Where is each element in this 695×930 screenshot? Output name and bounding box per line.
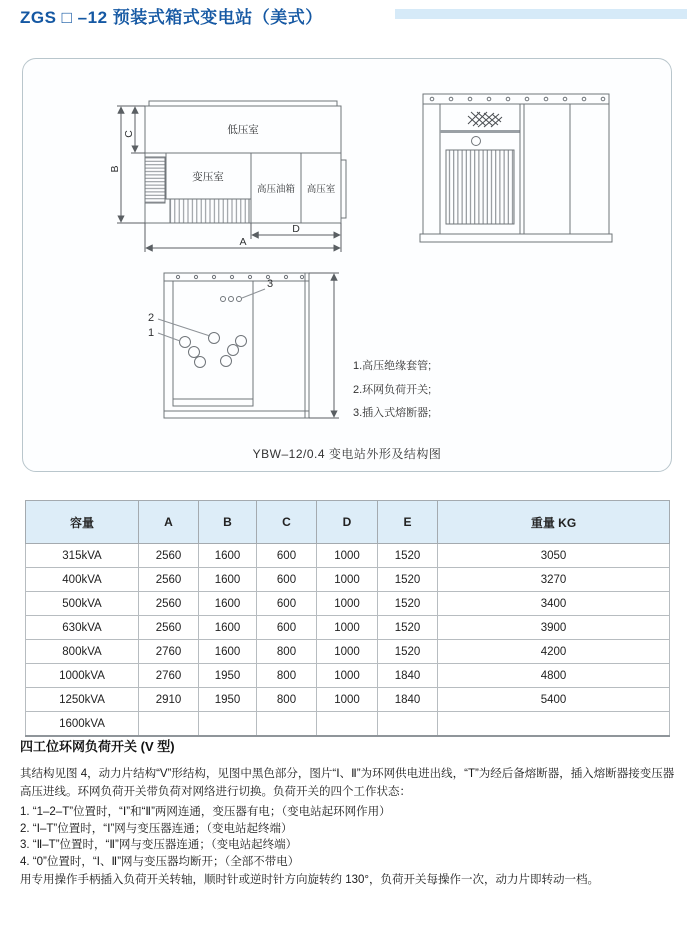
table-row xyxy=(26,640,670,664)
legend-item: 2.环网负荷开关; xyxy=(353,383,432,396)
table-cell: 5400 xyxy=(438,688,670,712)
page-title: ZGS □ –12 预装式箱式变电站（美式） xyxy=(20,8,323,27)
table-cell: 2910 xyxy=(139,688,199,712)
table-cell: 1520 xyxy=(378,592,438,616)
table-header-row xyxy=(26,501,670,544)
table-cell: 600 xyxy=(257,544,317,568)
title-accent-bar xyxy=(395,9,687,19)
structure-roof-bolts xyxy=(176,275,303,278)
table-cell: 1000 xyxy=(317,616,378,640)
section-footer: 用专用操作手柄插入负荷开关转轴，顺时针或逆时针方向旋转约 130°，负荷开关每操作一次，动力片即转动一档。 xyxy=(20,874,599,886)
dimensions-table xyxy=(25,500,670,737)
table-cell: 2560 xyxy=(139,616,199,640)
table-cell: 4200 xyxy=(438,640,670,664)
column-header: C xyxy=(257,501,317,544)
front-louver-door xyxy=(446,150,514,224)
table-cell: 1600 xyxy=(199,568,257,592)
operation-state-item: 4. “0”位置时，“Ⅰ、Ⅱ”网与变压器均断开；（全部不带电） xyxy=(20,855,300,868)
structure-callout-labels xyxy=(148,278,273,339)
table-cell: 4800 xyxy=(438,664,670,688)
callout-1-label: 1 xyxy=(147,327,155,339)
plan-roof xyxy=(149,101,337,106)
table-row xyxy=(26,712,670,737)
dim-d-label: D xyxy=(292,223,300,235)
table-row xyxy=(26,616,670,640)
plan-side-vent xyxy=(145,157,165,203)
table-cell: 1950 xyxy=(199,688,257,712)
column-header: D xyxy=(317,501,378,544)
column-header: A xyxy=(139,501,199,544)
figure-legend xyxy=(353,355,431,426)
plan-bottom-vent xyxy=(170,199,249,223)
structure-dimension xyxy=(309,273,339,418)
table-cell: 1840 xyxy=(378,664,438,688)
table-cell: 1000 xyxy=(317,640,378,664)
front-base xyxy=(420,234,612,242)
table-cell: 1600 xyxy=(199,616,257,640)
table-cell: 600 xyxy=(257,592,317,616)
table-cell: 1520 xyxy=(378,544,438,568)
operation-state-item: 3. “Ⅱ–T”位置时，“Ⅱ”网与变压器连通；（变电站起终端） xyxy=(20,839,298,851)
table-row xyxy=(26,664,670,688)
table-cell: 800 xyxy=(257,640,317,664)
table-cell: 500kVA xyxy=(26,592,139,616)
table-cell: 3400 xyxy=(438,592,670,616)
column-header: 容量 xyxy=(26,501,139,544)
table-cell: 600 xyxy=(257,568,317,592)
callout-2-label: 2 xyxy=(147,312,155,324)
table-cell xyxy=(438,712,670,737)
switch-description-section xyxy=(20,736,678,889)
table-row xyxy=(26,688,670,712)
table-cell: 1520 xyxy=(378,616,438,640)
table-cell: 1000 xyxy=(317,664,378,688)
room-label-transformer: 变压室 xyxy=(192,171,224,183)
room-label-hv-oil-tank: 高压油箱 xyxy=(256,184,296,195)
table-cell: 2560 xyxy=(139,568,199,592)
table-cell: 2560 xyxy=(139,592,199,616)
table-cell: 1000 xyxy=(317,592,378,616)
operation-state-item: 1. “1–2–T”位置时，“Ⅰ”和“Ⅱ”两网连通，变压器有电；（变电站起环网作用） xyxy=(20,806,391,818)
table-cell xyxy=(257,712,317,737)
operation-states-list xyxy=(20,804,678,870)
table-cell: 1520 xyxy=(378,640,438,664)
table-cell xyxy=(317,712,378,737)
table-cell: 800 xyxy=(257,664,317,688)
table-row xyxy=(26,592,670,616)
front-view-drawing xyxy=(418,86,618,246)
fuse-ports xyxy=(221,297,242,302)
column-header: B xyxy=(199,501,257,544)
table-cell: 800kVA xyxy=(26,640,139,664)
table-body xyxy=(26,544,670,737)
table-cell: 3270 xyxy=(438,568,670,592)
table-cell: 1600 xyxy=(199,592,257,616)
table-cell: 2760 xyxy=(139,640,199,664)
table-cell: 1000 xyxy=(317,544,378,568)
table-cell: 1250kVA xyxy=(26,688,139,712)
plan-labels xyxy=(109,123,336,248)
table-cell: 600 xyxy=(257,616,317,640)
table-cell: 1520 xyxy=(378,568,438,592)
dim-b-label: B xyxy=(109,165,121,173)
plan-right-protrusion xyxy=(341,160,346,218)
legend-item: 3.插入式熔断器; xyxy=(353,407,432,419)
table-cell: 315kVA xyxy=(26,544,139,568)
room-label-low-voltage: 低压室 xyxy=(227,124,259,136)
section-intro: 其结构见图 4，动力片结构“V”形结构，见图中黑色部分，图片“Ⅰ、Ⅱ”为环网供电进出线，“T”为经后备熔断器，插入熔断器接变压器高压进线。环网负荷开关带负荷对网络进行切换。负荷开关的四个工作状态： xyxy=(20,768,675,798)
legend-item: 1.高压绝缘套管; xyxy=(353,360,432,372)
room-label-hv-room: 高压室 xyxy=(306,184,336,195)
plan-outline xyxy=(145,101,346,223)
table-cell xyxy=(139,712,199,737)
table-cell: 1000 xyxy=(317,568,378,592)
table-cell: 1950 xyxy=(199,664,257,688)
table-cell: 1600kVA xyxy=(26,712,139,737)
dim-a-label: A xyxy=(239,236,247,248)
table-cell: 1600 xyxy=(199,640,257,664)
structure-view-drawing xyxy=(134,263,364,428)
front-lock-handle xyxy=(472,137,481,146)
table-cell: 800 xyxy=(257,688,317,712)
section-heading: 四工位环网负荷开关 (V 型) xyxy=(20,739,175,754)
table-row xyxy=(26,544,670,568)
table-cell: 3050 xyxy=(438,544,670,568)
table-cell xyxy=(378,712,438,737)
table-cell xyxy=(199,712,257,737)
table-cell: 400kVA xyxy=(26,568,139,592)
table-cell: 3900 xyxy=(438,616,670,640)
table-cell: 1600 xyxy=(199,544,257,568)
front-band xyxy=(440,130,520,133)
dim-c-label: C xyxy=(123,130,135,138)
figure-panel xyxy=(22,58,672,472)
table-row xyxy=(26,568,670,592)
column-header: E xyxy=(378,501,438,544)
operation-state-item: 2. “Ⅰ–T”位置时，“Ⅰ”网与变压器连通；（变电站起终端） xyxy=(20,822,293,835)
front-roof-bolts xyxy=(430,97,605,101)
plan-view-drawing xyxy=(111,95,351,255)
figure-caption: YBW–12/0.4 变电站外形及结构图 xyxy=(252,447,442,461)
column-header: 重量 KG xyxy=(438,501,670,544)
table-cell: 1000 xyxy=(317,688,378,712)
callout-3-label: 3 xyxy=(266,278,274,290)
table-cell: 1840 xyxy=(378,688,438,712)
table-cell: 1000kVA xyxy=(26,664,139,688)
table-cell: 2560 xyxy=(139,544,199,568)
table-cell: 2760 xyxy=(139,664,199,688)
table-cell: 630kVA xyxy=(26,616,139,640)
vent-emblem xyxy=(468,112,502,127)
hv-bushings xyxy=(180,333,247,368)
